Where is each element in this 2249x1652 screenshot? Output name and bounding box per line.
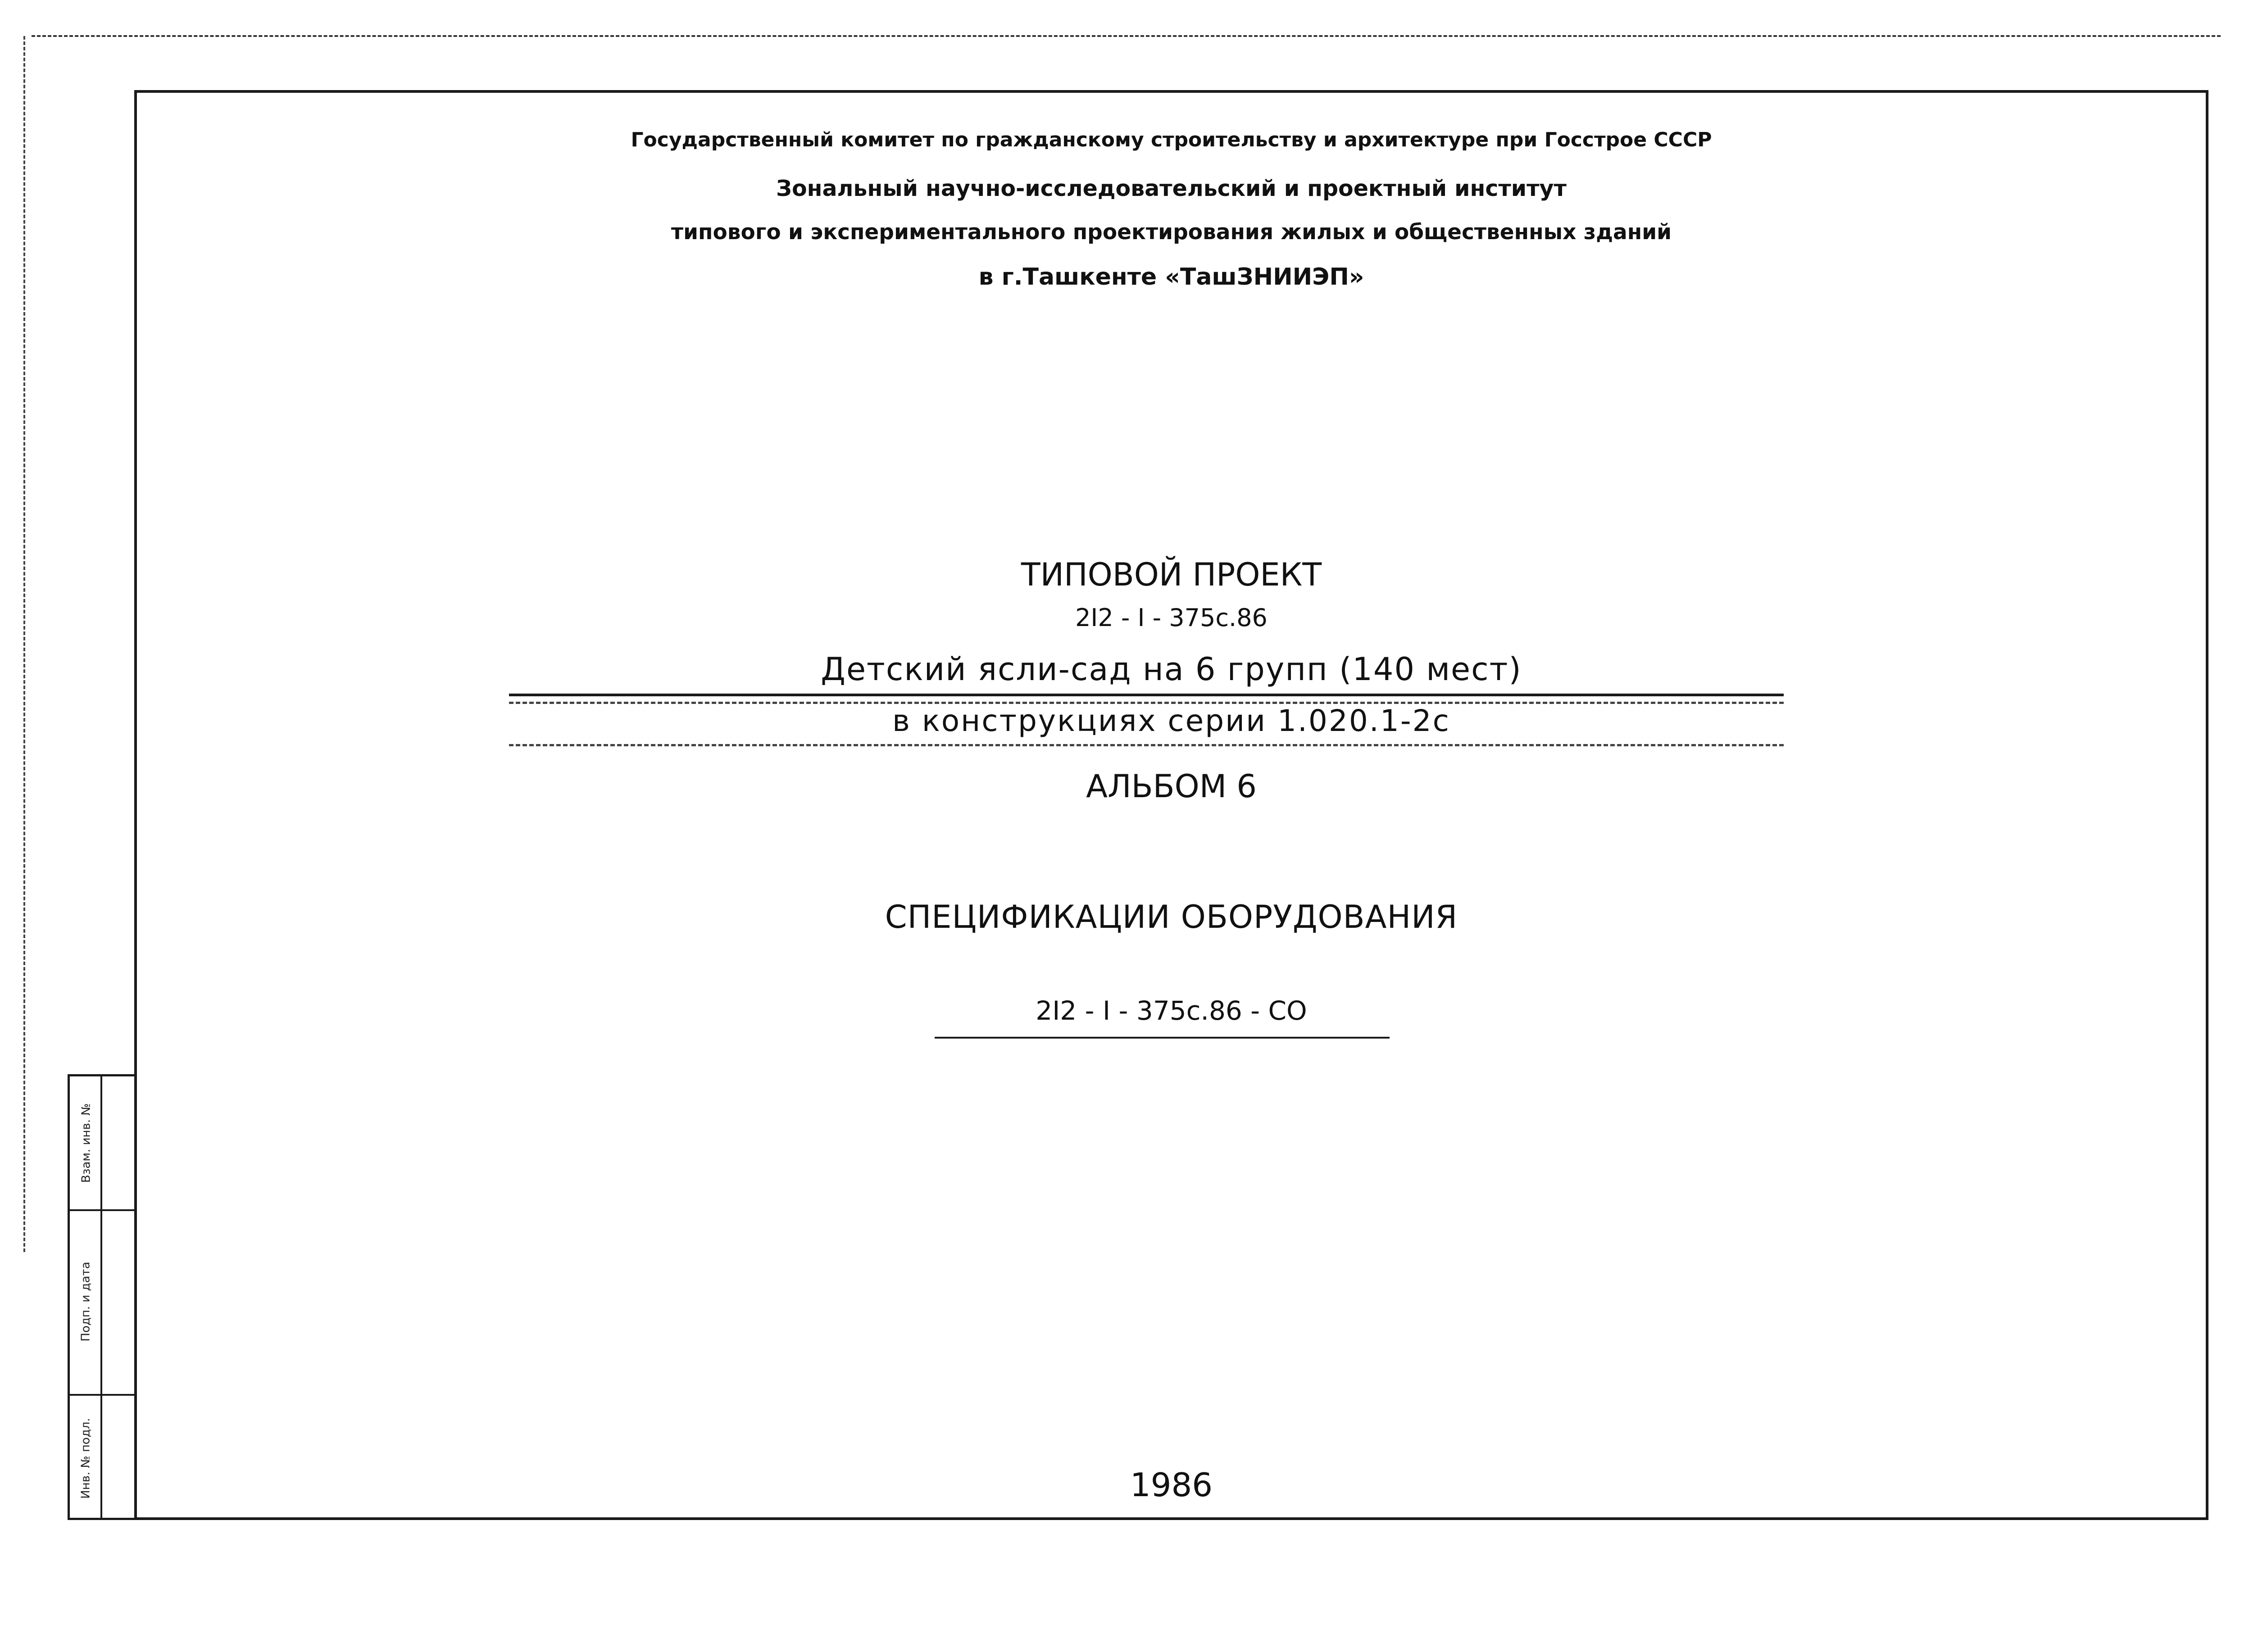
project-title: ТИПОВОЙ ПРОЕКТ — [1021, 556, 1322, 593]
album-number: АЛЬБОМ 6 — [1086, 768, 1257, 805]
committee-name: Государственный комитет по гражданскому строительству и архитектуре при Госстрое СССР — [631, 128, 1712, 151]
drawing-frame — [134, 90, 2208, 1520]
project-subject: Детский ясли-сад на 6 групп (140 мест) — [821, 651, 1522, 688]
project-series: в конструкциях серии 1.020.1-2с — [892, 703, 1450, 738]
stamp-label-inv-dubl: Взам. инв. № — [79, 1103, 93, 1183]
side-stamp — [68, 1074, 135, 1520]
stamp-label-inv-orig: Инв. № подл. — [79, 1417, 93, 1499]
document-code: 2I2 - I - 375с.86 - СО — [1036, 995, 1307, 1026]
institute-name-line1: Зональный научно-исследовательский и проектный институт — [776, 176, 1567, 201]
stamp-cell-inv-orig — [73, 1394, 99, 1522]
series-underline — [509, 744, 1784, 746]
stamp-cell-sign-date — [73, 1209, 99, 1394]
stamp-label-sign-date: Подп. и дата — [79, 1262, 93, 1342]
institute-name-line3: в г.Ташкенте «ТашЗНИИЭП» — [978, 263, 1364, 290]
institute-name-line2: типового и экспериментального проектирования жилых и общественных зданий — [671, 220, 1672, 245]
year: 1986 — [1130, 1466, 1213, 1504]
outer-border-left — [23, 36, 25, 1252]
project-number: 2I2 - I - 375с.86 — [1075, 604, 1268, 632]
spec-title: СПЕЦИФИКАЦИИ ОБОРУДОВАНИЯ — [885, 899, 1458, 935]
stamp-divider — [100, 1076, 102, 1518]
outer-border-top — [32, 35, 2221, 37]
code-underline — [935, 1037, 1390, 1039]
subject-underline — [509, 694, 1784, 696]
stamp-cell-inv-dubl — [73, 1076, 99, 1209]
